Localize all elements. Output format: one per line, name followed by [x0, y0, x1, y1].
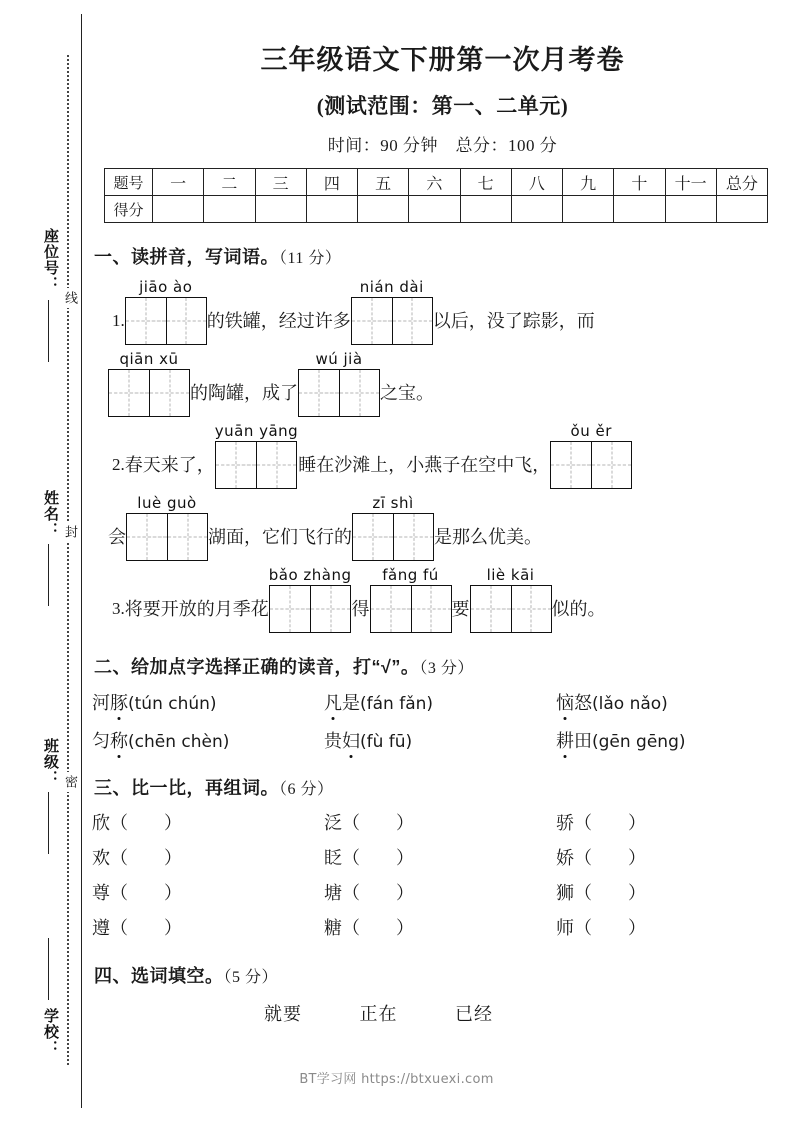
score-cell-3[interactable] — [306, 196, 357, 223]
sidebar-student-info — [0, 0, 81, 1122]
score-cell-6[interactable] — [460, 196, 511, 223]
section-3-title: 比一比，再组词。 — [131, 778, 279, 798]
score-cell-10[interactable] — [665, 196, 716, 223]
q1-text-2b: 之宝。 — [380, 383, 434, 403]
q1-line-5 — [92, 565, 793, 633]
q2-pinyin-2: (lǎo nǎo) — [592, 694, 668, 714]
section-heading-2 — [94, 653, 793, 679]
q4-word-0[interactable]: 就要 — [264, 1004, 302, 1024]
q2-pre-4: 贵 — [324, 731, 342, 751]
sidebar-field-label-0: 座位号： — [42, 228, 59, 292]
q1-text-1a: 的铁罐，经过许多 — [206, 311, 351, 331]
score-cell-1[interactable] — [204, 196, 255, 223]
q2-pinyin-3: (chēn chèn) — [128, 732, 230, 752]
answer-box-nian-dai[interactable] — [351, 297, 433, 345]
section-heading-4 — [94, 962, 793, 988]
q3-item-7[interactable]: 塘（ ） — [324, 883, 414, 903]
q1-item-number-3: 3. — [112, 599, 125, 618]
q2-item-2[interactable] — [556, 689, 793, 715]
q1-pinyin-fang-fu: fǎng fú — [382, 566, 439, 584]
answer-box-zi-shi[interactable] — [352, 513, 434, 561]
sidebar-field-rule-2 — [48, 792, 49, 854]
score-table-col-1: 二 — [204, 169, 255, 196]
section-2-number: 二、 — [94, 657, 131, 677]
q3-item-6[interactable]: 尊（ ） — [92, 883, 182, 903]
q1-pinyin-jiao-ao: jiāo ào — [139, 278, 193, 296]
score-table-col-3: 四 — [306, 169, 357, 196]
section-3-points: （6 分） — [279, 781, 334, 798]
score-cell-4[interactable] — [358, 196, 409, 223]
seal-char-xian: 线 — [61, 288, 80, 308]
q2-post-1: 是 — [342, 693, 360, 713]
q1-pinyin-qian-xu: qiān xū — [119, 350, 179, 368]
q2-choice-grid — [92, 689, 793, 753]
q2-pre-0: 河 — [92, 693, 110, 713]
section-1-number: 一、 — [94, 247, 131, 267]
answer-box-fang-fu[interactable] — [370, 585, 452, 633]
answer-box-wu-jia[interactable] — [298, 369, 380, 417]
score-cell-11[interactable] — [716, 196, 767, 223]
page-title: 三年级语文下册第一次月考卷 — [260, 45, 625, 75]
sidebar-field-rule-3 — [48, 938, 49, 1000]
q1-text-5d: 似的。 — [551, 599, 606, 619]
q4-word-1[interactable]: 正在 — [359, 1004, 398, 1024]
score-cell-0[interactable] — [153, 196, 204, 223]
score-table-col-5: 六 — [409, 169, 460, 196]
q2-item-1[interactable] — [324, 689, 556, 715]
score-table-row-label-0: 题号 — [105, 169, 153, 196]
q2-dotted-char-5: 耕 — [556, 727, 574, 753]
q1-pinyin-ou-er: ǒu ěr — [570, 422, 612, 440]
page-divider-rule — [81, 14, 82, 1108]
section-2-points: （3 分） — [419, 660, 474, 677]
q1-pinyin-lue-guo: luè guò — [137, 494, 197, 512]
q1-text-2a: 的陶罐，成了 — [190, 383, 298, 403]
answer-box-yuan-yang[interactable] — [215, 441, 297, 489]
q1-text-1b: 以后，没了踪影，而 — [432, 311, 595, 331]
exam-content — [92, 0, 793, 1122]
q3-item-5[interactable]: 娇（ ） — [556, 848, 646, 868]
q2-dotted-char-0: 豚 — [110, 689, 128, 715]
q2-item-0[interactable] — [92, 689, 324, 715]
q1-text-5a: 将要开放的月季花 — [124, 599, 269, 619]
table-row-scores — [105, 196, 768, 223]
time-and-score-line: 时间：90 分钟 总分：100 分 — [327, 136, 558, 155]
table-row-question-numbers — [105, 169, 768, 196]
q3-item-10[interactable]: 糖（ ） — [324, 918, 414, 938]
q3-item-4[interactable]: 眨（ ） — [324, 848, 414, 868]
q3-item-3[interactable]: 欢（ ） — [92, 848, 182, 868]
q2-post-2: 怒 — [574, 693, 592, 713]
q1-pinyin-wu-jia: wú jià — [315, 350, 363, 368]
q1-line-2 — [92, 349, 793, 417]
q2-dotted-char-1: 凡 — [324, 689, 342, 715]
q1-pinyin-bao-zhang: bǎo zhàng — [268, 566, 352, 584]
watermark: BT学习网 https://btxuexi.com — [299, 1072, 494, 1087]
sidebar-field-label-1: 姓名： — [42, 490, 59, 538]
answer-box-ou-er[interactable] — [550, 441, 632, 489]
score-cell-2[interactable] — [255, 196, 306, 223]
score-cell-7[interactable] — [511, 196, 562, 223]
q1-item-number-2: 2. — [112, 455, 125, 474]
q2-pre-3: 匀 — [92, 731, 110, 751]
q1-pinyin-yuan-yang: yuān yāng — [214, 422, 299, 440]
q2-dotted-char-3: 称 — [110, 727, 128, 753]
section-heading-3 — [94, 774, 793, 800]
q4-word-bank — [92, 1000, 793, 1026]
score-table-col-11: 总分 — [716, 169, 767, 196]
score-table-row-label-1: 得分 — [105, 196, 153, 223]
score-cell-8[interactable] — [563, 196, 614, 223]
answer-box-lue-guo[interactable] — [126, 513, 208, 561]
q2-item-4[interactable] — [324, 727, 556, 753]
section-heading-1 — [94, 243, 793, 269]
seal-char-feng: 封 — [61, 522, 80, 542]
score-table — [104, 168, 768, 223]
score-table-col-6: 七 — [460, 169, 511, 196]
q3-item-11[interactable]: 师（ ） — [556, 918, 646, 938]
page-subtitle: (测试范围：第一、二单元) — [316, 94, 569, 118]
q1-pinyin-lie-kai: liè kāi — [486, 566, 535, 584]
q1-text-4b: 湖面，它们飞行的 — [208, 527, 352, 547]
q1-item-number-1: 1. — [112, 311, 125, 330]
q1-text-3b: 睡在沙滩上，小燕子在空中飞， — [298, 455, 551, 475]
q1-text-4c: 是那么优美。 — [434, 527, 542, 547]
section-1-points: （11 分） — [279, 250, 342, 267]
sidebar-field-label-3: 学校： — [42, 1008, 59, 1056]
q1-text-3a: 春天来了， — [124, 455, 215, 475]
q2-dotted-char-2: 恼 — [556, 689, 574, 715]
seal-char-mi: 密 — [61, 772, 80, 792]
q2-pinyin-5: (gēn gēng) — [592, 732, 686, 752]
sidebar-field-label-2: 班级： — [42, 738, 59, 786]
score-table-col-0: 一 — [153, 169, 204, 196]
q1-line-3 — [92, 421, 793, 489]
score-table-col-9: 十 — [614, 169, 665, 196]
score-cell-5[interactable] — [409, 196, 460, 223]
score-table-col-10: 十一 — [665, 169, 716, 196]
score-cell-9[interactable] — [614, 196, 665, 223]
section-2-title: 给加点字选择正确的读音，打“√”。 — [131, 657, 420, 677]
q3-compare-grid — [92, 809, 793, 940]
score-table-col-8: 九 — [563, 169, 614, 196]
q2-item-5[interactable] — [556, 727, 793, 753]
q4-word-2[interactable]: 已经 — [455, 1004, 493, 1024]
q1-text-5b: 得 — [351, 599, 370, 619]
q3-item-9[interactable]: 遵（ ） — [92, 918, 182, 938]
q3-item-0[interactable]: 欣（ ） — [92, 813, 182, 833]
q3-item-2[interactable]: 骄（ ） — [556, 813, 646, 833]
q1-line-1 — [92, 277, 793, 345]
sealing-dotted-line — [67, 55, 69, 1065]
q1-pinyin-nian-dai: nián dài — [359, 278, 424, 296]
section-1-title: 读拼音，写词语。 — [131, 247, 279, 267]
q1-text-4a: 会 — [108, 527, 126, 547]
q2-pinyin-4: (fù fū) — [360, 732, 413, 752]
q3-item-8[interactable]: 狮（ ） — [556, 883, 646, 903]
q3-item-1[interactable]: 泛（ ） — [324, 813, 414, 833]
q2-dotted-char-4: 妇 — [342, 727, 360, 753]
section-3-number: 三、 — [94, 778, 131, 798]
q1-line-4 — [92, 493, 793, 561]
sidebar-field-rule-0 — [48, 300, 49, 362]
score-table-col-7: 八 — [511, 169, 562, 196]
section-4-number: 四、 — [94, 966, 131, 986]
q2-pinyin-0: (tún chún) — [128, 694, 217, 714]
answer-box-lie-kai[interactable] — [470, 585, 552, 633]
section-4-points: （5 分） — [223, 969, 279, 986]
sidebar-field-rule-1 — [48, 544, 49, 606]
section-4-title: 选词填空。 — [131, 966, 224, 986]
q2-pinyin-1: (fán fǎn) — [360, 694, 434, 714]
q1-text-5c: 要 — [451, 599, 470, 619]
score-table-col-4: 五 — [358, 169, 409, 196]
q2-item-3[interactable] — [92, 727, 324, 753]
answer-box-jiao-ao[interactable] — [125, 297, 207, 345]
score-table-col-2: 三 — [255, 169, 306, 196]
q1-pinyin-zi-shi: zī shì — [372, 494, 414, 512]
q2-post-5: 田 — [574, 731, 592, 751]
answer-box-bao-zhang[interactable] — [269, 585, 351, 633]
answer-box-qian-xu[interactable] — [108, 369, 190, 417]
